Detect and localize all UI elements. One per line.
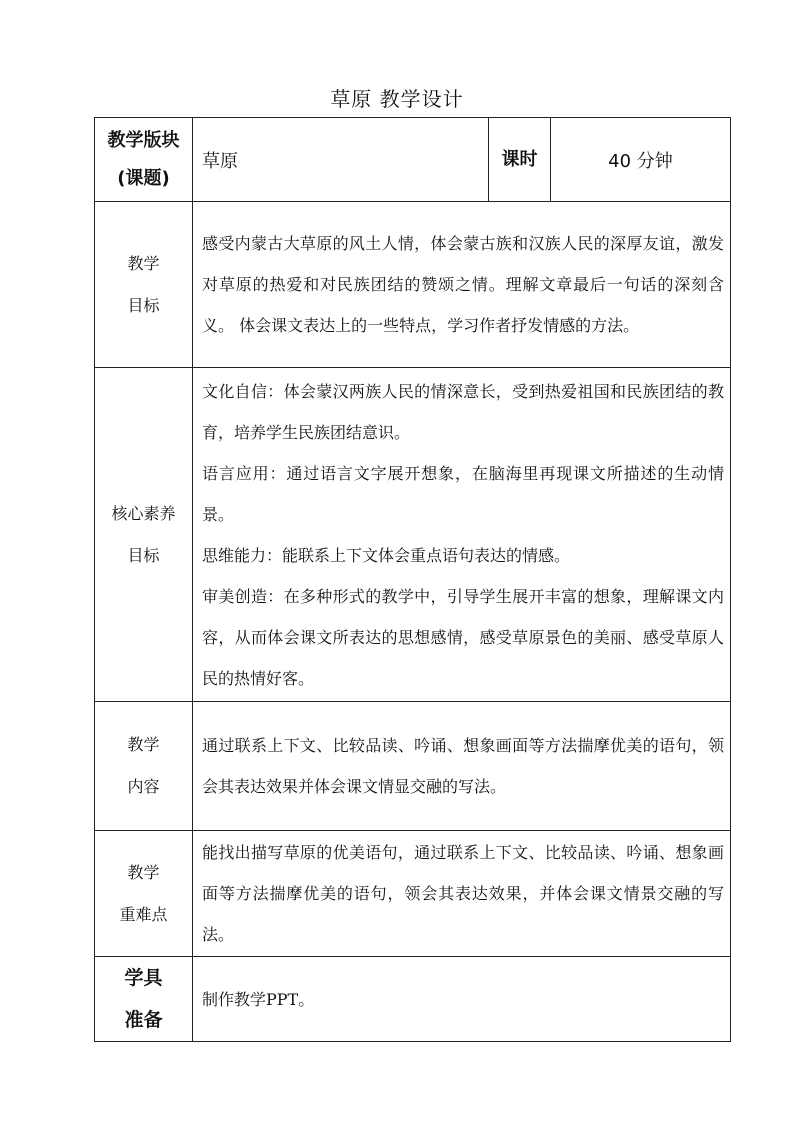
lesson-plan-table bbox=[94, 117, 731, 1042]
period-label: 课时 bbox=[489, 118, 551, 202]
objectives-text-cell bbox=[193, 202, 731, 368]
difficulty-label bbox=[95, 831, 193, 957]
materials-text: 制作教学PPT。 bbox=[202, 989, 315, 1009]
content-label bbox=[95, 702, 193, 831]
objectives-text: 感受内蒙古大草原的风土人情，体会蒙古族和汉族人民的深厚友谊，激发对草原的热爱和对民族团结的赞颂之情。理解文章最后一句话的深刻含义。 体会课文表达上的一些特点，学习作者抒发情感的方法。 bbox=[202, 234, 724, 335]
content-row bbox=[95, 702, 731, 831]
objectives-label-line1: 教学 bbox=[127, 253, 160, 273]
header-row bbox=[95, 118, 731, 202]
core-item-culture: 文化自信：体会蒙汉两族人民的情深意长，受到热爱祖国和民族团结的教育，培养学生民族团结意识。 bbox=[202, 381, 724, 442]
core-item-aesthetic: 审美创造：在多种形式的教学中，引导学生展开丰富的想象，理解课文内容，从而体会课文所表达的思想感情，感受草原景色的美丽、感受草原人民的热情好客。 bbox=[202, 586, 724, 688]
block-label-line2: (课题) bbox=[117, 167, 170, 189]
block-value: 草原 bbox=[193, 118, 489, 202]
materials-label-line1: 学具 bbox=[124, 967, 163, 989]
difficulty-label-line2: 重难点 bbox=[119, 904, 168, 924]
block-label-cell bbox=[95, 118, 193, 202]
materials-label bbox=[95, 957, 193, 1042]
objectives-row bbox=[95, 202, 731, 368]
materials-text-cell bbox=[193, 957, 731, 1042]
content-text: 通过联系上下文、比较品读、吟诵、想象画面等方法揣摩优美的语句，领会其表达效果并体会课文情显交融的写法。 bbox=[202, 736, 724, 796]
materials-label-line2: 准备 bbox=[124, 1009, 163, 1031]
core-label-line2: 目标 bbox=[127, 545, 160, 565]
objectives-label-line2: 目标 bbox=[127, 295, 160, 315]
core-label bbox=[95, 368, 193, 702]
objectives-label bbox=[95, 202, 193, 368]
materials-row bbox=[95, 957, 731, 1042]
core-label-line1: 核心素养 bbox=[111, 503, 176, 523]
page-title: 草原 教学设计 bbox=[330, 87, 464, 111]
difficulty-text-cell bbox=[193, 831, 731, 957]
content-text-cell bbox=[193, 702, 731, 831]
content-label-line1: 教学 bbox=[127, 735, 160, 754]
block-label-line1: 教学版块 bbox=[107, 129, 180, 151]
core-row bbox=[95, 368, 731, 702]
difficulty-row bbox=[95, 831, 731, 957]
core-text-cell bbox=[193, 368, 731, 702]
core-item-language: 语言应用：通过语言文字展开想象，在脑海里再现课文所描述的生动情景。 bbox=[202, 463, 724, 524]
difficulty-text: 能找出描写草原的优美语句，通过联系上下文、比较品读、吟诵、想象画面等方法揣摩优美的语句，领会其表达效果，并体会课文情景交融的写法。 bbox=[202, 843, 724, 944]
difficulty-label-line1: 教学 bbox=[127, 862, 160, 882]
period-value: 40 分钟 bbox=[551, 118, 731, 202]
core-item-thinking: 思维能力：能联系上下文体会重点语句表达的情感。 bbox=[202, 545, 571, 565]
content-label-line2: 内容 bbox=[127, 777, 160, 796]
